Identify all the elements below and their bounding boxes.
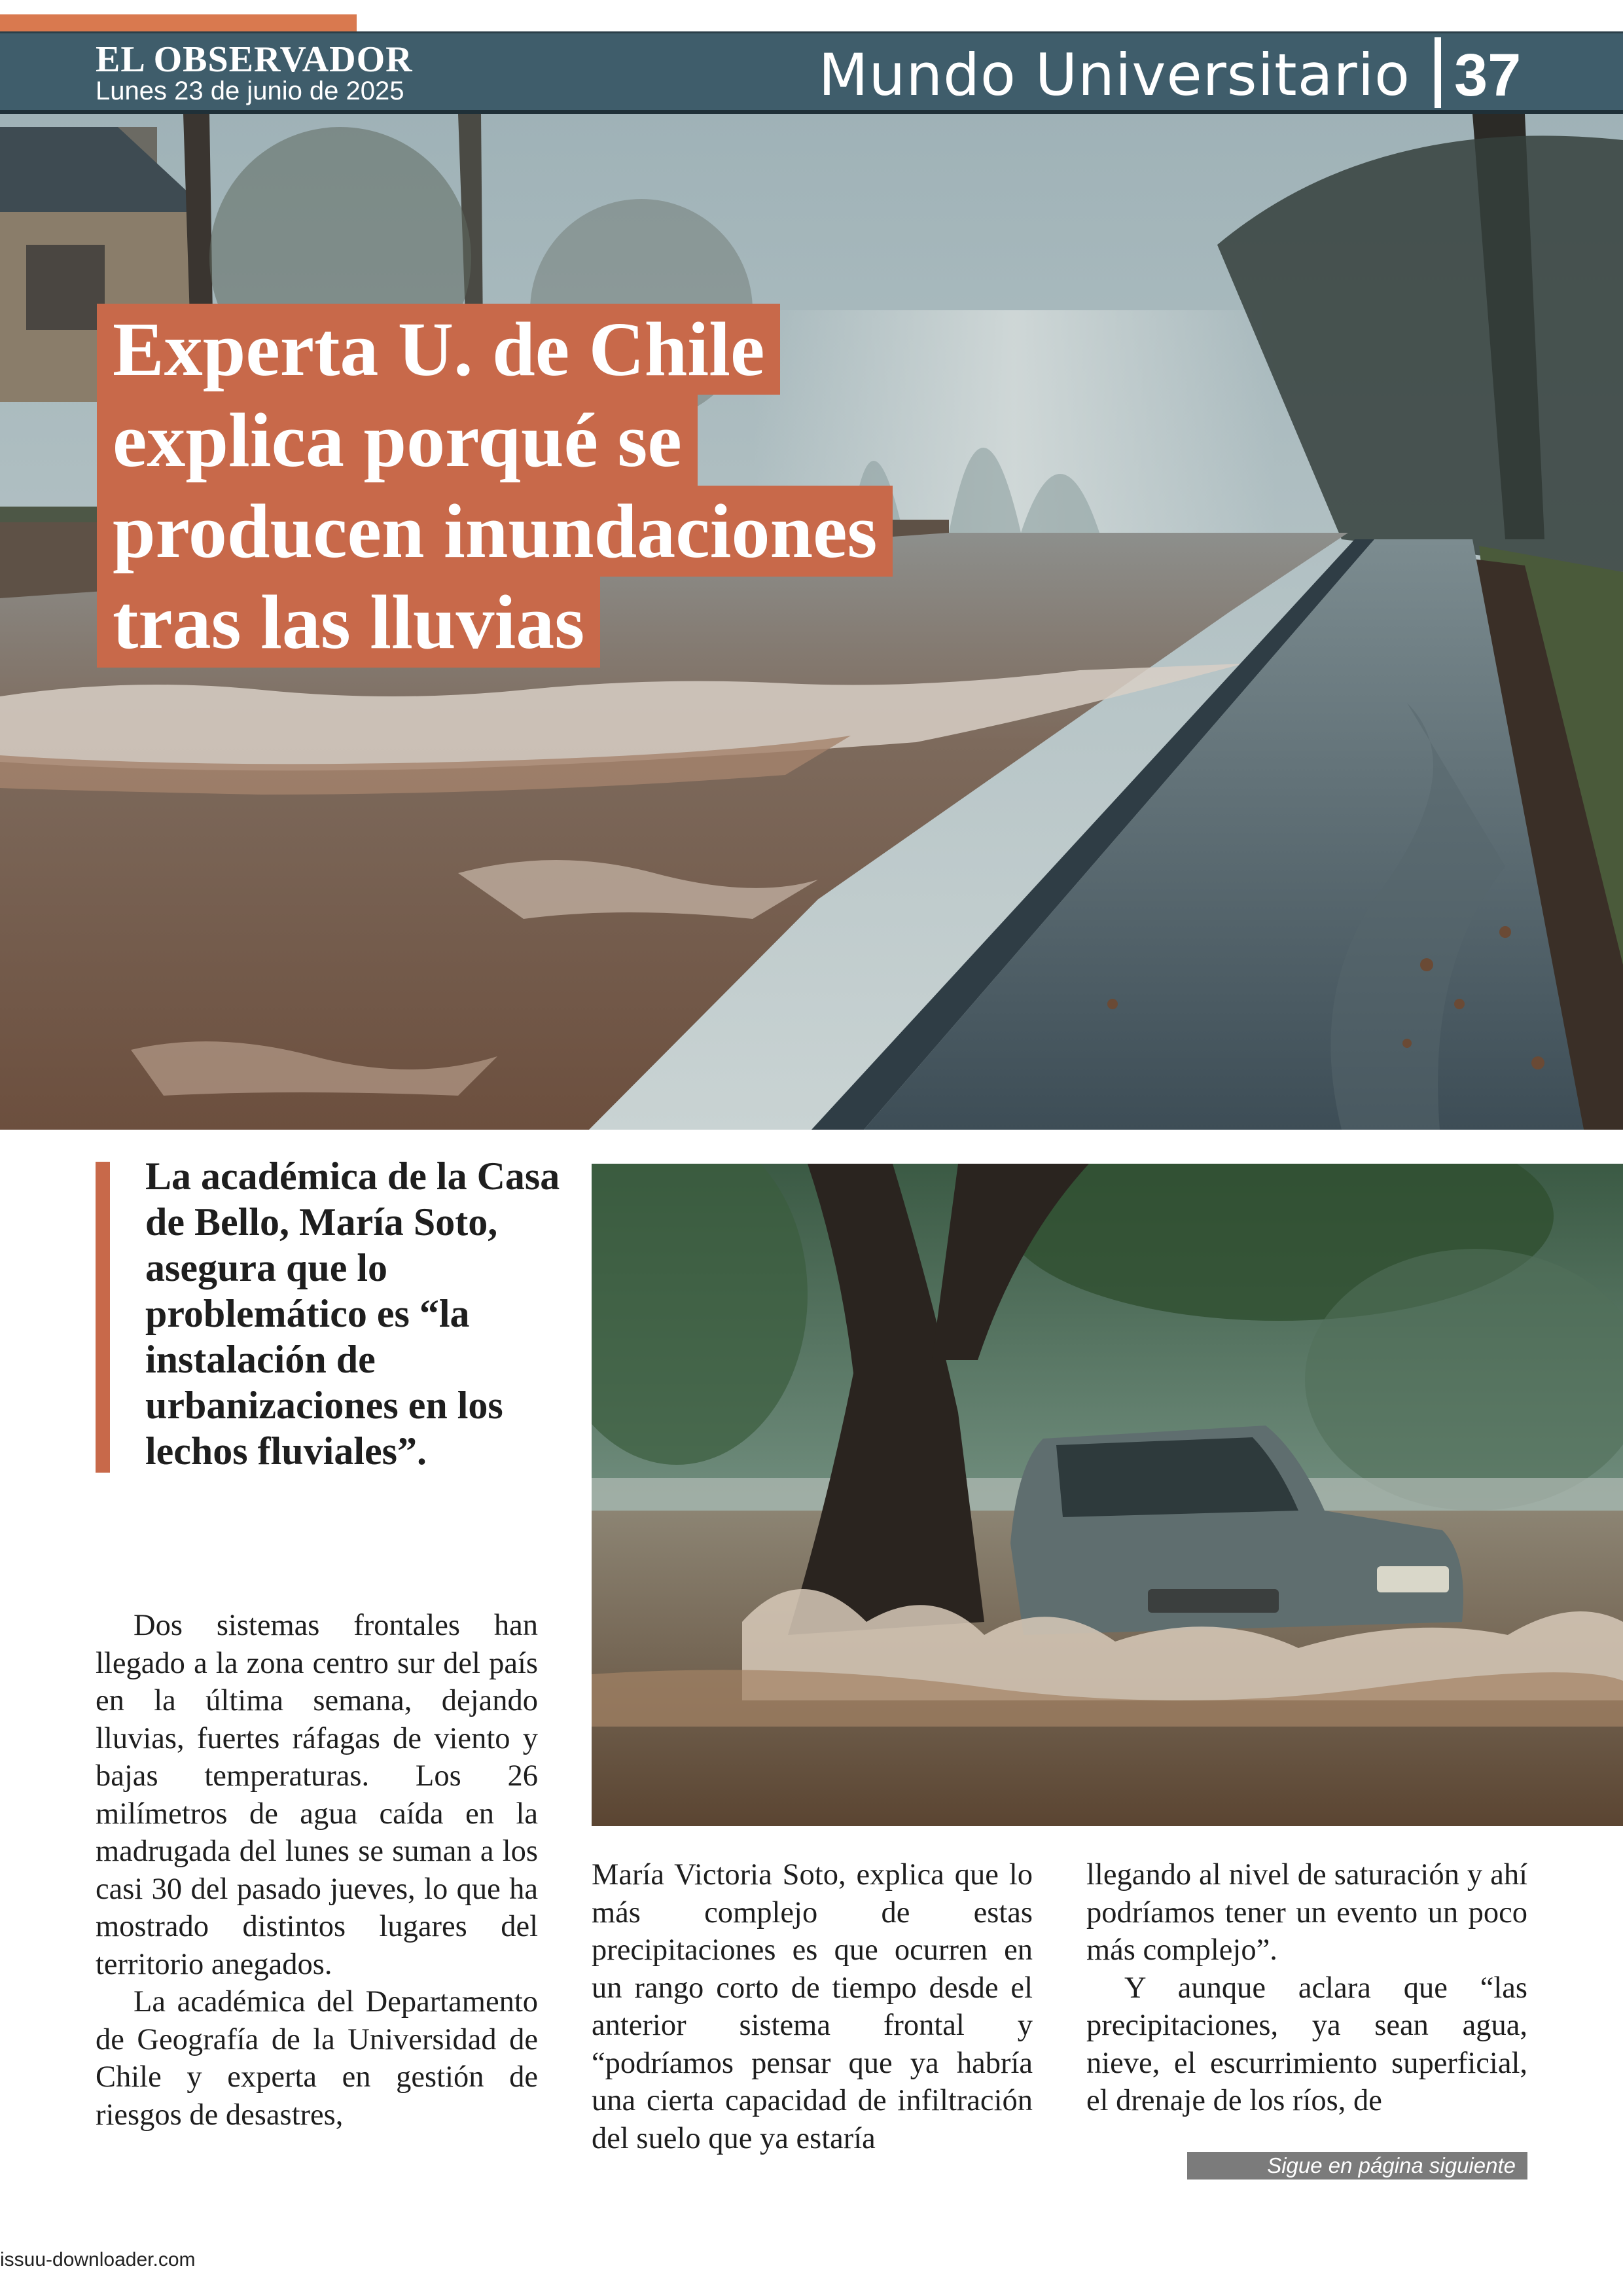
column2-paragraph-1: María Victoria Soto, explica que lo más complejo de estas precipitaciones es que ocurren en un rango corto de tiempo desde el anterior sistema frontal y “podríamos pensar que ya habría una cierta capacidad de infiltración del suelo que ya estaría: [592, 1858, 1033, 2155]
page-number: 37: [1454, 42, 1522, 109]
headline-line-1: Experta U. de Chile: [97, 304, 780, 395]
article-column-1: [96, 1607, 538, 2134]
article-column-3: [1086, 1856, 1527, 2120]
newspaper-name: EL OBSERVADOR: [96, 39, 413, 80]
header-accent-tab: [0, 14, 357, 31]
continue-next-page-note: Sigue en página siguiente: [1187, 2152, 1527, 2179]
headline-line-4: tras las lluvias: [97, 577, 600, 668]
column3-paragraph-2: Y aunque aclara que “las precipitaciones, ya sean agua, nieve, el escurrimiento superficial, el drenaje de los ríos, de: [1086, 1971, 1527, 2117]
headline-line-3: producen inundaciones: [97, 486, 893, 577]
article-column-2: [592, 1856, 1033, 2157]
hero-photo-flooded-street: [0, 114, 1623, 1130]
pullquote: La académica de la Casa de Bello, María Soto, asegura que lo problemático es “la instalación de urbanizaciones en los lechos fluviales”.: [145, 1155, 560, 1473]
headline-line-2: explica porqué se: [97, 395, 698, 486]
header-divider: [1435, 37, 1441, 108]
pullquote-accent-bar: [96, 1162, 110, 1473]
header-bar: [0, 31, 1623, 114]
source-watermark: issuu-downloader.com: [0, 2249, 196, 2270]
photo-car-in-flood: [592, 1164, 1623, 1826]
issue-date: Lunes 23 de junio de 2025: [96, 77, 404, 105]
section-title: Mundo Universitario: [818, 41, 1410, 109]
column1-paragraph-1: Dos sistemas frontales han llegado a la zona centro sur del país en la última semana, dejando lluvias, fuertes ráfagas de viento y bajas temperaturas. Los 26 milímetros de agua caída en la madrugada del lunes se suman a los casi 30 del pasado jueves, lo que ha mostrado distintos lugares del territorio anegados.: [96, 1609, 538, 1981]
article-headline: [97, 304, 893, 668]
column1-paragraph-2: La académica del Departamento de Geografía de la Universidad de Chile y experta en gestión de riesgos de desastres,: [96, 1985, 538, 2132]
column3-paragraph-1: llegando al nivel de saturación y ahí podríamos tener un evento un poco más complejo”.: [1086, 1858, 1527, 1967]
